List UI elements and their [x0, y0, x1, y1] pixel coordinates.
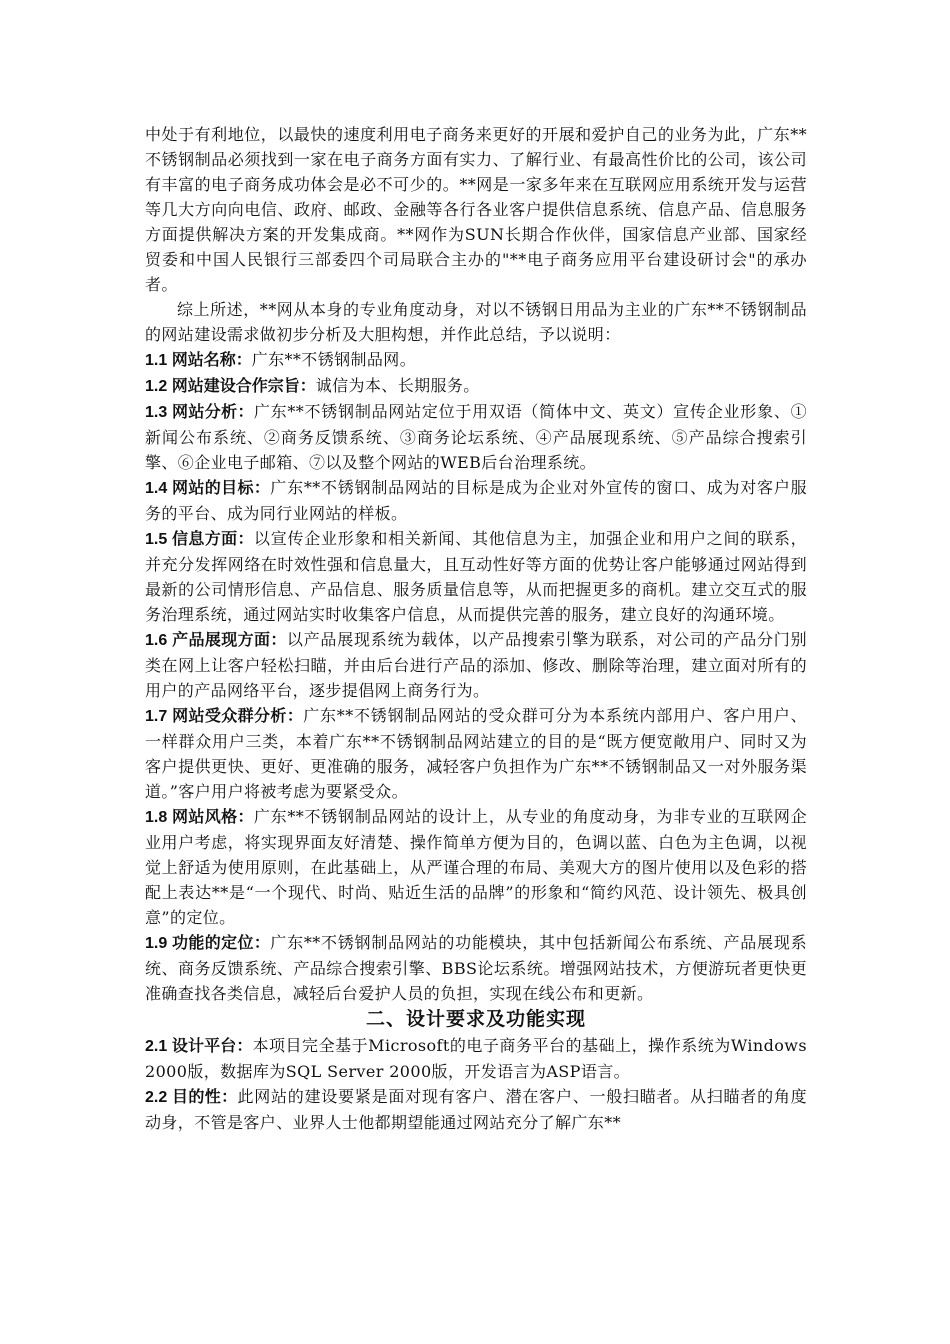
section-1-1-label: 1.1 网站名称：: [145, 352, 252, 369]
section-2-1-text: 本项目完全基于Microsoft的电子商务平台的基础上，操作系统为Windows 2000版，数据库为SQL Server 2000版，开发语言为ASP语言。: [145, 1036, 807, 1081]
section-1-1: [145, 347, 807, 373]
section-2-1-label: 2.1 设计平台：: [145, 1038, 253, 1055]
section-1-5-text: 以宣传企业形象和相关新闻、其他信息为主，加强企业和用户之间的联系，并充分发挥网络在时效性强和信息量大，且互动性好等方面的优势让客户能够通过网站得到最新的公司情形信息、产品信息、服务质量信息等，从而把握更多的商机。建立交互式的服务治理系统，通过网站实时收集客户信息，从而提供完善的服务，建立良好的沟通环境。: [145, 529, 807, 624]
section-1-3-text: 广东**不锈钢制品网站定位于用双语（简体中文、英文）宣传企业形象、①新闻公布系统、②商务反馈系统、③商务论坛系统、④产品展现系统、⑤产品综合搜索引擎、⑥企业电子邮箱、⑦以及整个网站的WEB后台治理系统。: [145, 402, 807, 472]
summary-paragraph: 综上所述，**网从本身的专业角度动身，对以不锈钢日用品为主业的广东**不锈钢制品的网站建设需求做初步分析及大胆构想，并作此总结，予以说明：: [145, 300, 807, 344]
section-1-4-text: 广东**不锈钢制品网站的目标是成为企业对外宣传的窗口、成为对客户服务的平台、成为同行业网站的样板。: [145, 478, 807, 523]
section-1-8-label: 1.8 网站风格：: [145, 809, 254, 826]
section-1-2-label: 1.2 网站建设合作宗旨：: [145, 378, 316, 395]
section-1-9-label: 1.9 功能的定位：: [145, 935, 271, 952]
section-1-2-text: 诚信为本、长期服务。: [315, 376, 480, 395]
section-1-3-label: 1.3 网站分析：: [145, 404, 254, 421]
section-1-6-text: 以产品展现系统为载体，以产品搜索引擎为联系，对公司的产品分门别类在网上让客户轻松扫瞄，并由后台进行产品的添加、修改、删除等治理，建立面对所有的用户的产品网络平台，逐步提倡网上商务行为。: [145, 630, 807, 700]
section-1-7-text: 广东**不锈钢制品网站的受众群可分为本系统内部用户、客户用户、一样群众用户三类，本着广东**不锈钢制品网站建立的目的是“既方便宽敞用户、同时又为客户提供更快、更好、更准确的服务，减轻客户负担作为广东**不锈钢制品又一对外服务渠道。”客户用户将被考虑为要紧受众。: [145, 706, 807, 801]
intro-paragraph: 中处于有利地位，以最快的速度利用电子商务来更好的开展和爱护自己的业务为此，广东**不锈钢制品必须找到一家在电子商务方面有实力、了解行业、有最高性价比的公司，该公司有丰富的电子商务成功体会是必不可少的。**网是一家多年来在互联网应用系统开发与运营等几大方向向电信、政府、邮政、金融等各行各业客户提供信息系统、信息产品、信息服务方面提供解决方案的开发集成商。**网作为SUN长期合作伙伴，国家信息产业部、国家经贸委和中国人民银行三部委四个司局联合主办的"**电子商务应用平台建设研讨会"的承办者。: [145, 125, 807, 294]
section-1-2: [145, 373, 807, 399]
document-page: [145, 122, 807, 1135]
section-1-7-label: 1.7 网站受众群分析：: [145, 708, 304, 725]
section-2-2-text: 此网站的建设要紧是面对现有客户、潜在客户、一般扫瞄者。从扫瞄者的角度动身，不管是客户、业界人士他都期望能通过网站充分了解广东**: [145, 1087, 807, 1132]
section-1-9-text: 广东**不锈钢制品网站的功能模块，其中包括新闻公布系统、产品展现系统、商务反馈系统、产品综合搜索引擎、BBS论坛系统。增强网站技术，方便游玩者更快更准确查找各类信息，减轻后台爱护人员的负担，实现在线公布和更新。: [145, 933, 807, 1003]
section-2-2: [145, 1084, 807, 1135]
section-1-1-text: 广东**不锈钢制品网。: [251, 350, 417, 369]
section-1-5: [145, 526, 807, 627]
section-1-8: [145, 804, 807, 930]
section-1-5-label: 1.5 信息方面：: [145, 531, 254, 548]
section-1-7: [145, 703, 807, 804]
section-1-6-label: 1.6 产品展现方面：: [145, 632, 287, 649]
section-1-4-label: 1.4 网站的目标：: [145, 480, 271, 497]
section-1-3: [145, 399, 807, 475]
section-2-1: [145, 1033, 807, 1084]
section-2-2-label: 2.2 目的性：: [145, 1089, 238, 1106]
section-1-4: [145, 475, 807, 526]
section-2-heading: 二、设计要求及功能实现: [365, 1008, 586, 1030]
section-1-6: [145, 627, 807, 703]
section-1-8-text: 广东**不锈钢制品网站的设计上，从专业的角度动身，为非专业的互联网企业用户考虑，将实现界面友好清楚、操作简单方便为目的，色调以蓝、白色为主色调，以视觉上舒适为使用原则，在此基础上，从严谨合理的布局、美观大方的图片使用以及色彩的搭配上表达**是“一个现代、时尚、贴近生活的品牌”的形象和“简约风范、设计领先、极具创意”的定位。: [145, 807, 807, 927]
section-1-9: [145, 930, 807, 1006]
